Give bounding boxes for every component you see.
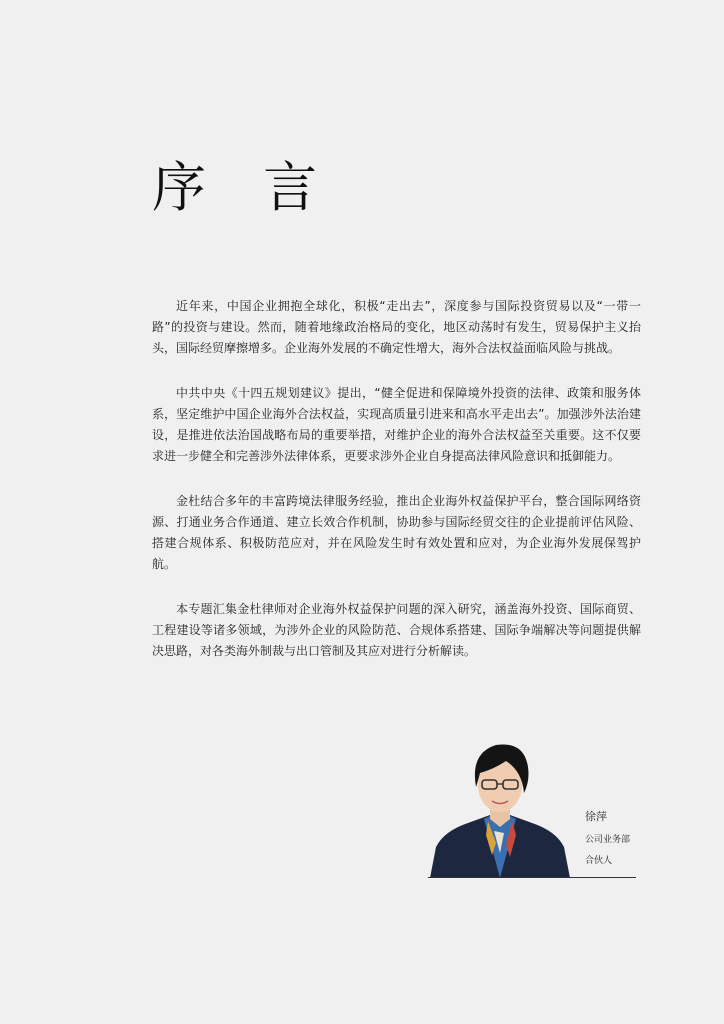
preface-body: [152, 296, 641, 686]
author-name: 徐萍: [585, 810, 607, 823]
author-role: 合伙人: [585, 856, 613, 866]
paragraph: 本专题汇集金杜律师对企业海外权益保护问题的深入研究，涵盖海外投资、国际商贸、工程建设等诸多领域，为涉外企业的风险防范、合规体系搭建、国际争端解决等问题提供解决思路，对各类海外制裁与出口管制及其应对进行分析解读。: [152, 602, 641, 658]
paragraph: 金杜结合多年的丰富跨境法律服务经验，推出企业海外权益保护平台，整合国际网络资源、打通业务合作通道、建立长效合作机制，协助参与国际经贸交往的企业提前评估风险、搭建合规体系、积极防范应对，并在风险发生时有效处置和应对，为企业海外发展保驾护航。: [152, 494, 641, 571]
page-title: 序 言: [152, 156, 338, 219]
paragraph: 近年来，中国企业拥抱全球化，积极“走出去”，深度参与国际投资贸易以及“一带一路”的投资与建设。然而，随着地缘政治格局的变化，地区动荡时有发生，贸易保护主义抬头，国际经贸摩擦增多。企业海外发展的不确定性增大，海外合法权益面临风险与挑战。: [152, 299, 641, 355]
signature-divider: [428, 877, 636, 878]
author-department: 公司业务部: [585, 835, 631, 845]
paragraph: 中共中央《十四五规划建议》提出，“健全促进和保障境外投资的法律、政策和服务体系，坚定维护中国企业海外合法权益，实现高质量引进来和高水平走出去”。加强涉外法治建设，是推进依法治国战略布局的重要举措，对维护企业的海外合法权益至关重要。这不仅要求进一步健全和完善涉外法律体系，更要求涉外企业自身提高法律风险意识和抵御能力。: [152, 386, 641, 463]
author-portrait: [430, 735, 570, 878]
